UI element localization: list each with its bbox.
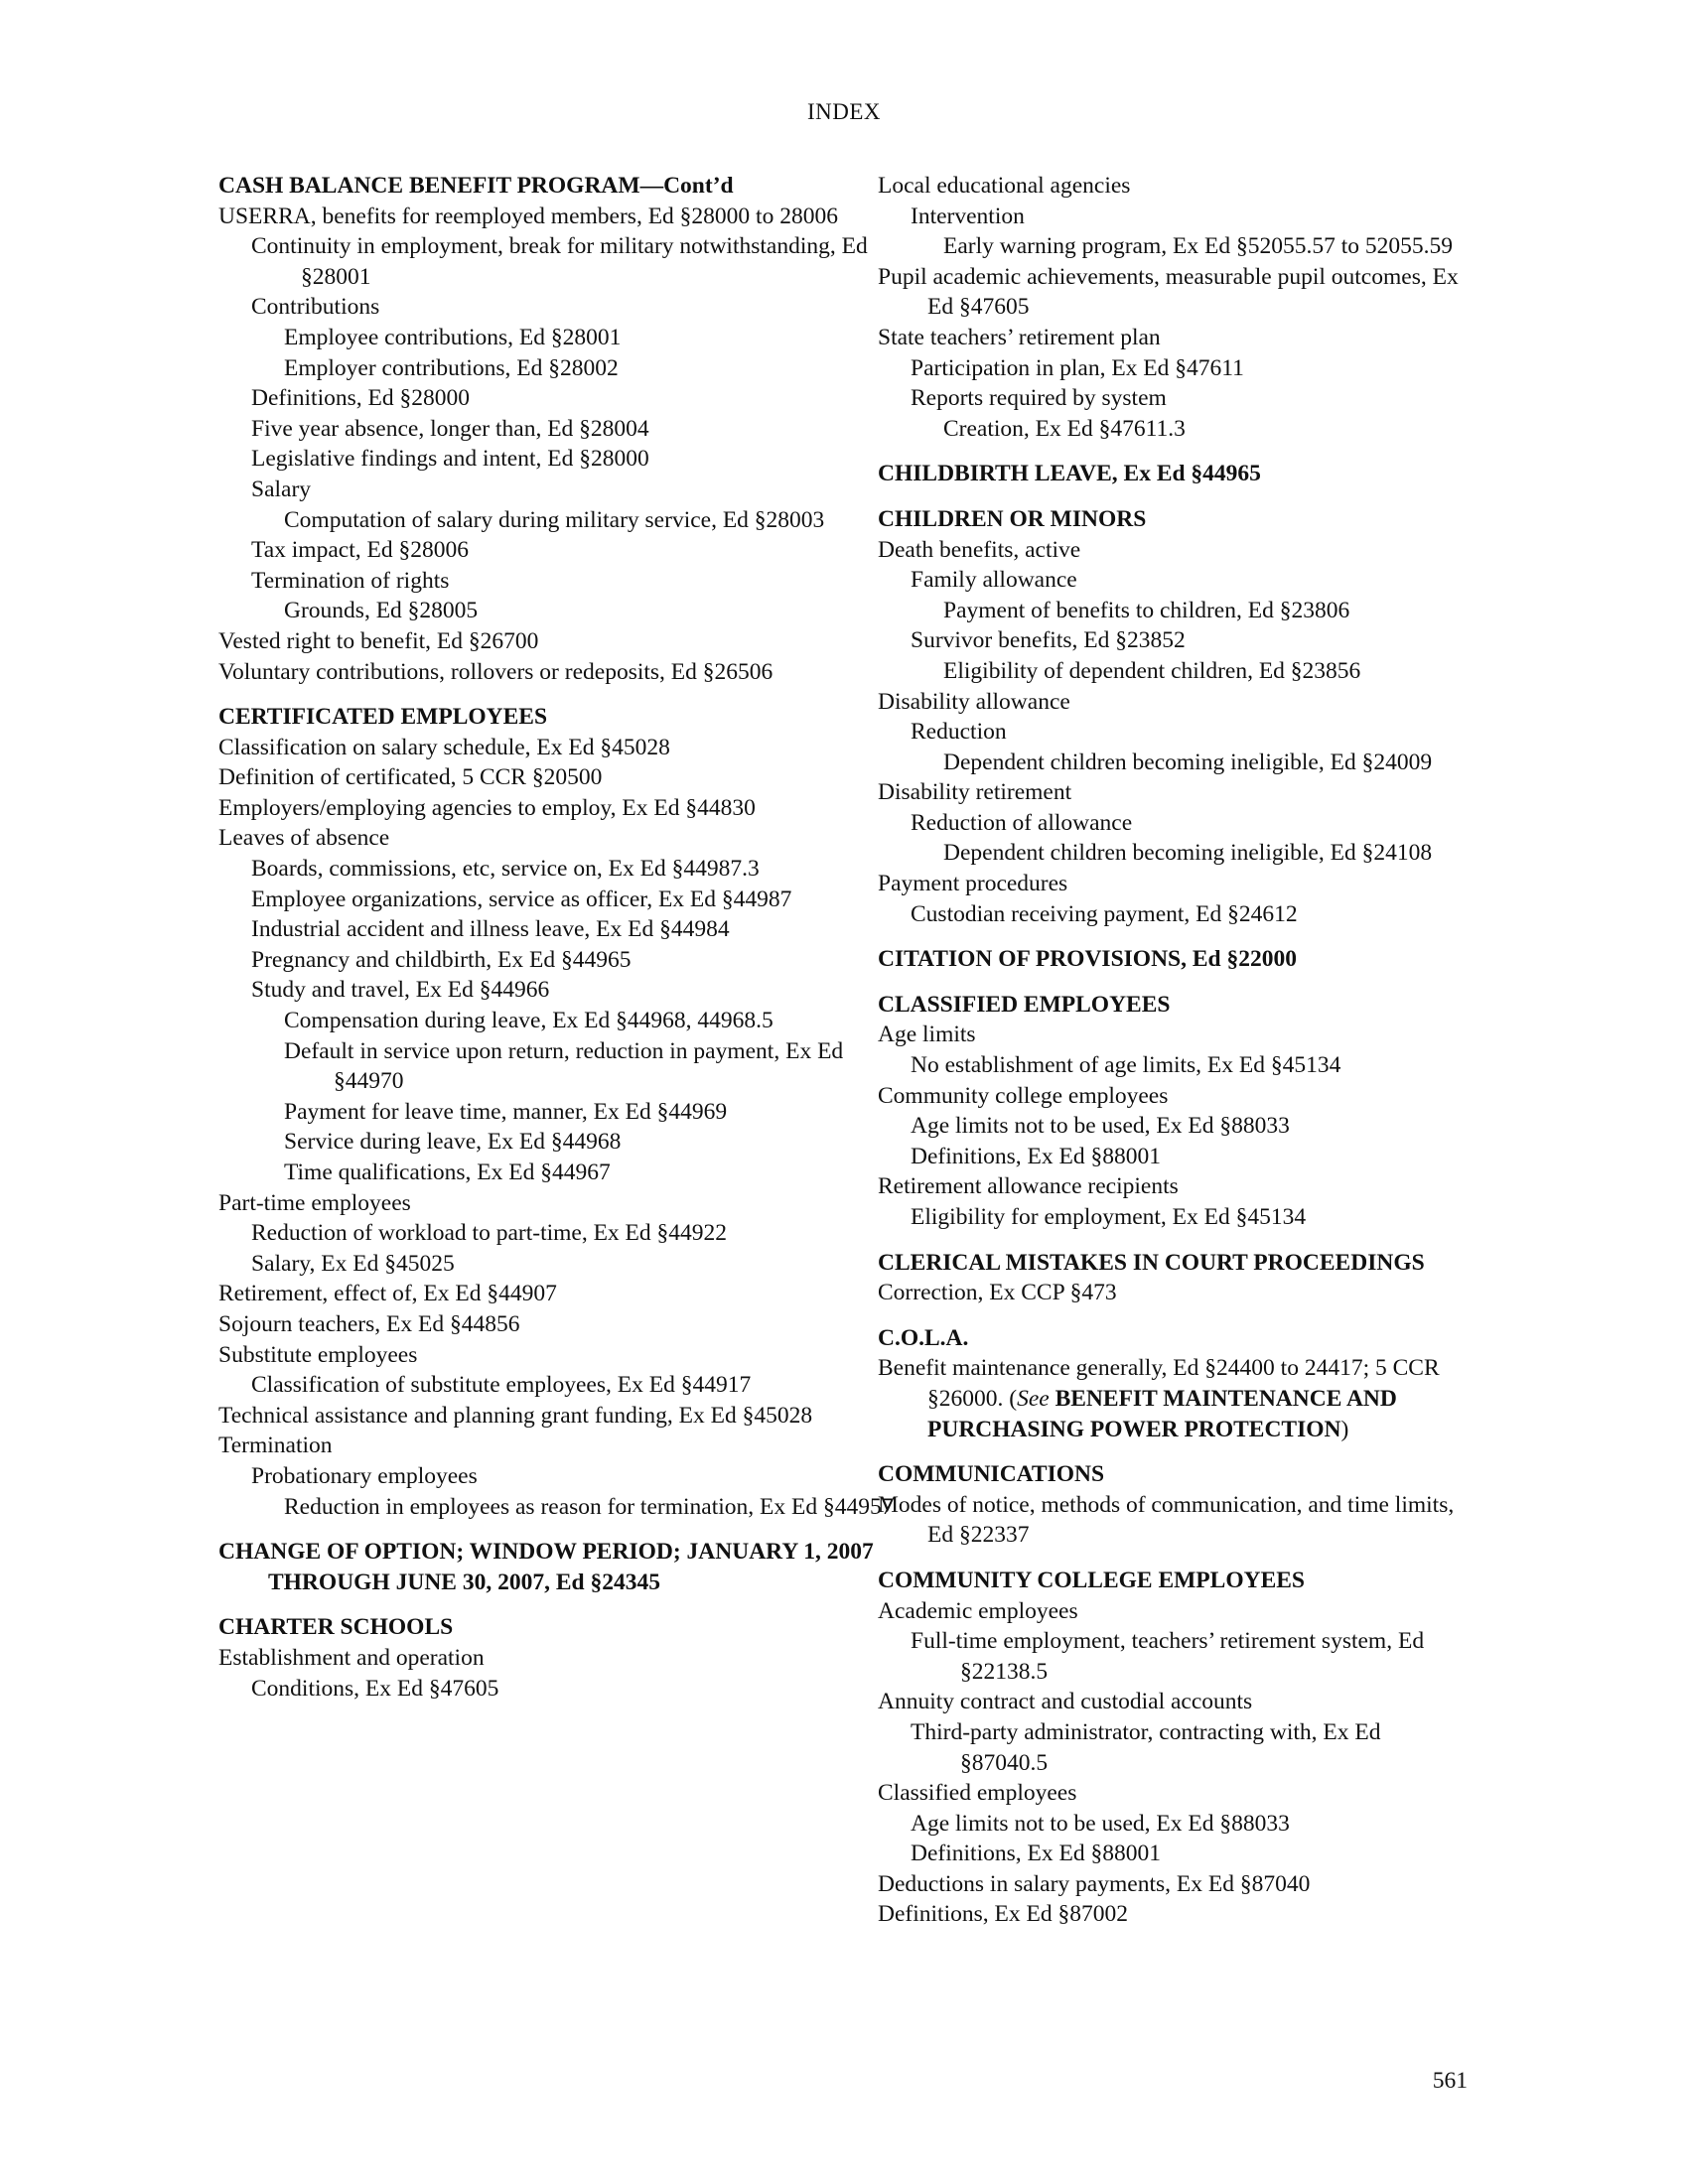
index-entry: Early warning program, Ex Ed §52055.57 to 52055.59 [943,233,1453,260]
index-entry: Employers/employing agencies to employ, Ex Ed §44830 [218,794,756,821]
index-entry: Computation of salary during military service, Ed §28003 [284,506,825,533]
index-heading: CITATION OF PROVISIONS, Ed §22000 [878,946,1297,973]
index-entry: Disability allowance [878,688,1070,715]
index-entry: Contributions [251,294,380,321]
index-entry: Leaves of absence [218,825,390,852]
index-entry: Deductions in salary payments, Ex Ed §87040 [878,1870,1311,1897]
index-entry: Time qualifications, Ex Ed §44967 [284,1160,611,1185]
index-entry: Local educational agencies [878,173,1131,199]
index-heading: CHANGE OF OPTION; WINDOW PERIOD; JANUARY 1, 2007 THROUGH JUNE 30, 2007, Ed §24345 [218,1539,874,1595]
index-entry: Reduction of allowance [911,809,1133,836]
index-entry: Legislative findings and intent, Ed §28000 [251,446,649,473]
index-heading: CHARTER SCHOOLS [218,1614,454,1641]
index-entry: Employer contributions, Ed §28002 [284,354,619,381]
page-number: 561 [1432,2068,1468,2094]
index-entry: Classified employees [878,1780,1077,1807]
index-entry-part: BENEFIT MAINTENANCE AND PURCHASING POWER PROTECTION [927,1385,1397,1442]
index-entry: Payment procedures [878,871,1068,897]
index-entry: Payment for leave time, manner, Ex Ed §44969 [284,1098,728,1125]
index-entry: Employee contributions, Ed §28001 [284,324,622,350]
index-entry: Reports required by system [911,385,1167,412]
index-entry: Eligibility of dependent children, Ed §23856 [943,657,1361,684]
index-entry: Definitions, Ex Ed §88001 [911,1143,1161,1169]
index-entry: Industrial accident and illness leave, Ex Ed §44984 [251,916,730,943]
index-entry: Full-time employment, teachers’ retirement system, Ed §22138.5 [911,1628,1425,1685]
index-entry: Retirement allowance recipients [878,1173,1179,1200]
index-entry: Employee organizations, service as officer, Ex Ed §44987 [251,886,792,912]
index-entry: State teachers’ retirement plan [878,324,1161,350]
index-entry-part: ) [1340,1416,1349,1442]
index-entry: Grounds, Ed §28005 [284,598,479,624]
index-heading: CHILDBIRTH LEAVE, Ex Ed §44965 [878,461,1261,487]
index-entry: Death benefits, active [878,536,1081,563]
index-entry: Sojourn teachers, Ex Ed §44856 [218,1310,520,1337]
index-entry: Definitions, Ed §28000 [251,385,470,412]
index-heading: CASH BALANCE BENEFIT PROGRAM—Cont’d [218,173,734,199]
index-entry: Pregnancy and childbirth, Ex Ed §44965 [251,946,632,973]
index-entry: Continuity in employment, break for military notwithstanding, Ed §28001 [251,233,868,290]
index-entry: Classification of substitute employees, Ex Ed §44917 [251,1372,752,1399]
index-heading: COMMUNITY COLLEGE EMPLOYEES [878,1567,1305,1593]
index-entry: Definition of certificated, 5 CCR §20500 [218,764,603,791]
index-entry: Payment of benefits to children, Ed §23806 [943,597,1350,623]
index-entry: Academic employees [878,1597,1078,1624]
index-entry: Creation, Ex Ed §47611.3 [943,415,1186,442]
running-head: INDEX [806,99,882,124]
index-entry: Annuity contract and custodial accounts [878,1689,1253,1715]
index-entry: Reduction of workload to part-time, Ex Ed §44922 [251,1220,728,1247]
index-entry: Five year absence, longer than, Ed §28004 [251,415,649,442]
index-entry: Modes of notice, methods of communication, and time limits, Ed §22337 [878,1491,1455,1549]
index-entry: Conditions, Ex Ed §47605 [251,1675,499,1702]
index-entry: Third-party administrator, contracting with, Ex Ed §87040.5 [911,1718,1381,1776]
index-entry: Tax impact, Ed §28006 [251,537,469,564]
index-entry: Vested right to benefit, Ed §26700 [218,627,539,654]
index-entry: Community college employees [878,1082,1169,1109]
index-entry: Termination of rights [251,567,450,594]
index-entry: USERRA, benefits for reemployed members, Ed §28000 to 28006 [218,203,838,229]
right-column [878,171,1474,1930]
index-heading: C.O.L.A. [878,1324,969,1351]
index-heading: CHILDREN OR MINORS [878,505,1147,532]
index-entry: Boards, commissions, etc, service on, Ex Ed §44987.3 [251,856,760,883]
index-entry: Compensation during leave, Ex Ed §44968, 44968.5 [284,1008,774,1034]
index-entry: Default in service upon return, reduction in payment, Ex Ed §44970 [284,1037,844,1095]
index-entry: Definitions, Ex Ed §88001 [911,1841,1161,1867]
index-entry: Study and travel, Ex Ed §44966 [251,977,550,1004]
index-entry: Technical assistance and planning grant funding, Ex Ed §45028 [218,1402,813,1429]
index-entry: Dependent children becoming ineligible, Ed §24009 [943,749,1433,775]
index-heading: CERTIFICATED EMPLOYEES [218,704,548,731]
index-entry: Family allowance [911,567,1077,594]
index-entry: Part-time employees [218,1189,411,1216]
index-entry: Reduction in employees as reason for termination, Ex Ed §44957 [284,1493,894,1520]
index-heading: CLERICAL MISTAKES IN COURT PROCEEDINGS [878,1249,1425,1276]
index-entry: Eligibility for employment, Ex Ed §45134 [911,1204,1307,1230]
index-entry: Dependent children becoming ineligible, Ed §24108 [943,840,1433,867]
index-entry: Intervention [911,203,1025,229]
index-entry: No establishment of age limits, Ex Ed §45134 [911,1052,1341,1079]
left-column [218,171,914,1704]
index-entry-part: See [1017,1385,1050,1412]
index-heading: CLASSIFIED EMPLOYEES [878,991,1171,1018]
index-entry: Pupil academic achievements, measurable pupil outcomes, Ex Ed §47605 [878,263,1459,321]
index-entry: Age limits [878,1022,976,1048]
index-entry: Substitute employees [218,1341,418,1368]
index-entry: Disability retirement [878,779,1072,806]
index-entry: Salary, Ex Ed §45025 [251,1250,455,1277]
index-entry: Survivor benefits, Ed §23852 [911,627,1186,654]
index-entry: Classification on salary schedule, Ex Ed §45028 [218,734,670,760]
index-entry: Age limits not to be used, Ex Ed §88033 [911,1810,1290,1837]
index-entry: Salary [251,476,312,502]
index-entry: Reduction [911,719,1007,746]
index-entry: Participation in plan, Ex Ed §47611 [911,354,1244,381]
index-entry: Termination [218,1433,333,1459]
index-entry: Retirement, effect of, Ex Ed §44907 [218,1281,557,1307]
index-entry: Custodian receiving payment, Ed §24612 [911,900,1298,927]
index-entry: Age limits not to be used, Ex Ed §88033 [911,1113,1290,1140]
index-entry [878,1353,1474,1444]
index-entry: Service during leave, Ex Ed §44968 [284,1129,622,1156]
index-entry: Probationary employees [251,1462,478,1489]
index-entry: Correction, Ex CCP §473 [878,1280,1117,1306]
index-entry: Voluntary contributions, rollovers or redeposits, Ed §26506 [218,658,774,685]
index-entry: Definitions, Ex Ed §87002 [878,1901,1128,1928]
index-heading: COMMUNICATIONS [878,1461,1105,1488]
index-entry-part: Benefit maintenance generally, Ed §24400 to 24417; 5 CCR §26000. ( [878,1355,1440,1412]
index-entry: Establishment and operation [218,1644,485,1671]
